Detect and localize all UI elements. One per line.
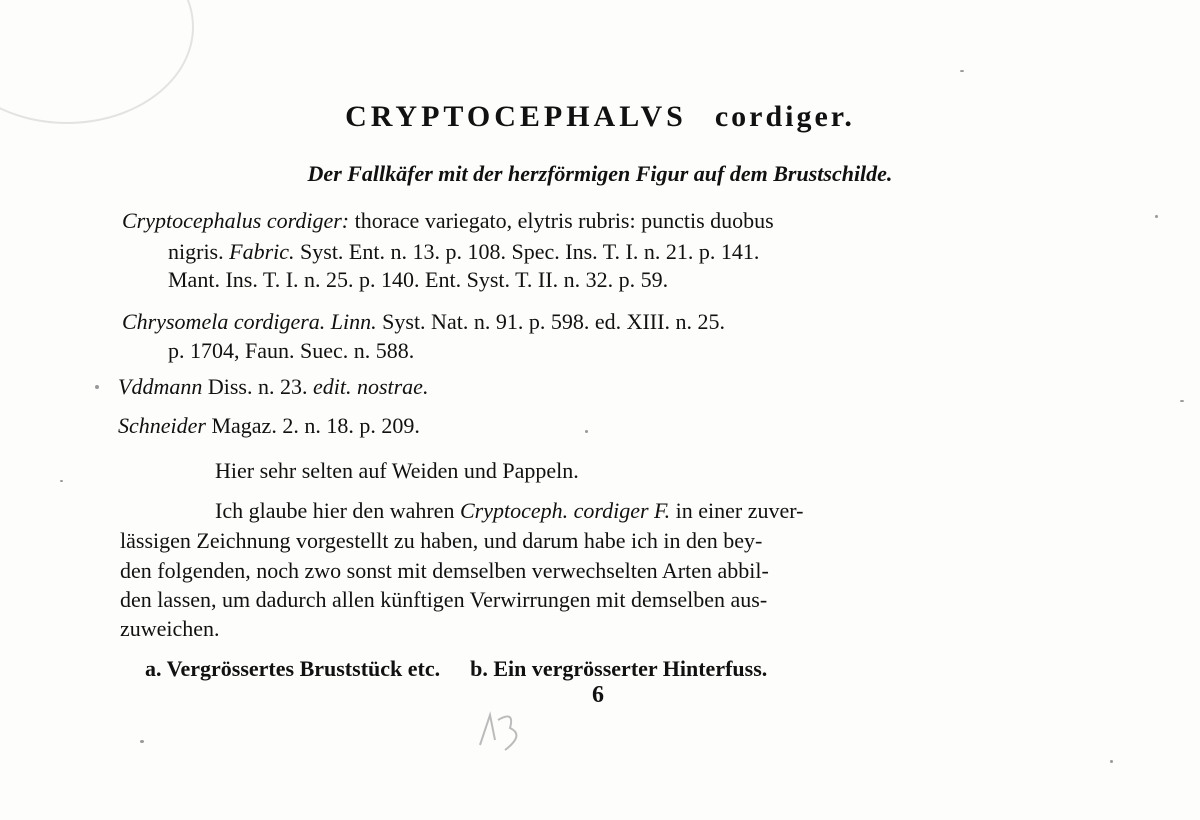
body-paragraph-2-line2: lässigen Zeichnung vorgestellt zu haben, und darum habe ich in den bey- <box>120 528 763 553</box>
paper-speck <box>585 430 588 433</box>
reference-fabric-author: Fabric. <box>229 239 295 264</box>
paper-speck <box>140 740 144 743</box>
reference-vddmann-italic: edit. nostrae. <box>312 374 429 399</box>
reference-fabric-text2a: nigris. <box>168 239 224 264</box>
legend-item-b: b. Ein vergrösserter Hinterfuss. <box>470 656 768 681</box>
reference-fabric-name: Cryptocephalus cordiger: <box>122 208 350 233</box>
reference-fabric-line1 <box>122 207 774 235</box>
legend-item-a: a. Vergrössertes Bruststück etc. <box>145 656 441 681</box>
body-p2-italic: Cryptoceph. cordiger F. <box>459 498 671 523</box>
paper-speck <box>95 385 99 389</box>
reference-fabric-text1: thorace variegato, elytris rubris: punctis duobus <box>354 208 774 233</box>
reference-fabric-line3: Mant. Ins. T. I. n. 25. p. 140. Ent. Syst. T. II. n. 32. p. 59. <box>168 267 669 292</box>
title-genus: CRYPTOCEPHALVS <box>345 100 687 133</box>
reference-schneider <box>118 412 420 440</box>
paper-speck <box>1110 760 1113 763</box>
reference-schneider-author: Schneider <box>118 413 206 438</box>
paper-speck <box>1155 215 1158 218</box>
body-p2-text-b: in einer zuver- <box>675 498 804 523</box>
reference-linn-line1 <box>122 308 725 336</box>
paper-speck <box>1180 400 1184 402</box>
reference-fabric-line2 <box>168 238 759 266</box>
reference-linn-line2: p. 1704, Faun. Suec. n. 588. <box>168 338 415 363</box>
body-paragraph-2-line3: den folgenden, noch zwo sonst mit demselben verwechselten Arten abbil- <box>120 558 769 583</box>
figure-legend <box>145 655 767 683</box>
reference-linn-name: Chrysomela cordigera. <box>122 309 326 334</box>
reference-vddmann-text: Diss. n. 23. <box>207 374 308 399</box>
reference-linn-author: Linn. <box>330 309 377 334</box>
paper-speck <box>960 70 964 72</box>
reference-fabric-text2b: Syst. Ent. n. 13. p. 108. Spec. Ins. T. I. n. 21. p. 141. <box>300 239 760 264</box>
reference-vddmann <box>118 373 428 401</box>
page-number: 6 <box>592 682 604 708</box>
title-species: cordiger. <box>714 100 855 133</box>
body-paragraph-1: Hier sehr selten auf Weiden und Pappeln. <box>215 458 579 483</box>
subtitle: Der Fallkäfer mit der herzförmigen Figur auf dem Brustschilde. <box>307 161 893 186</box>
pencil-mark <box>470 700 540 760</box>
page-title <box>0 100 1200 133</box>
paper-speck <box>60 480 63 482</box>
reference-linn-text1: Syst. Nat. n. 91. p. 598. ed. XIII. n. 25. <box>382 309 725 334</box>
body-paragraph-2-line1 <box>215 497 803 525</box>
reference-vddmann-author: Vddmann <box>118 374 203 399</box>
body-p2-text-a: Ich glaube hier den wahren <box>215 498 455 523</box>
reference-schneider-text: Magaz. 2. n. 18. p. 209. <box>211 413 420 438</box>
body-paragraph-2-line5: zuweichen. <box>120 616 220 641</box>
body-paragraph-2-line4: den lassen, um dadurch allen künftigen Verwirrungen mit demselben aus- <box>120 587 768 612</box>
